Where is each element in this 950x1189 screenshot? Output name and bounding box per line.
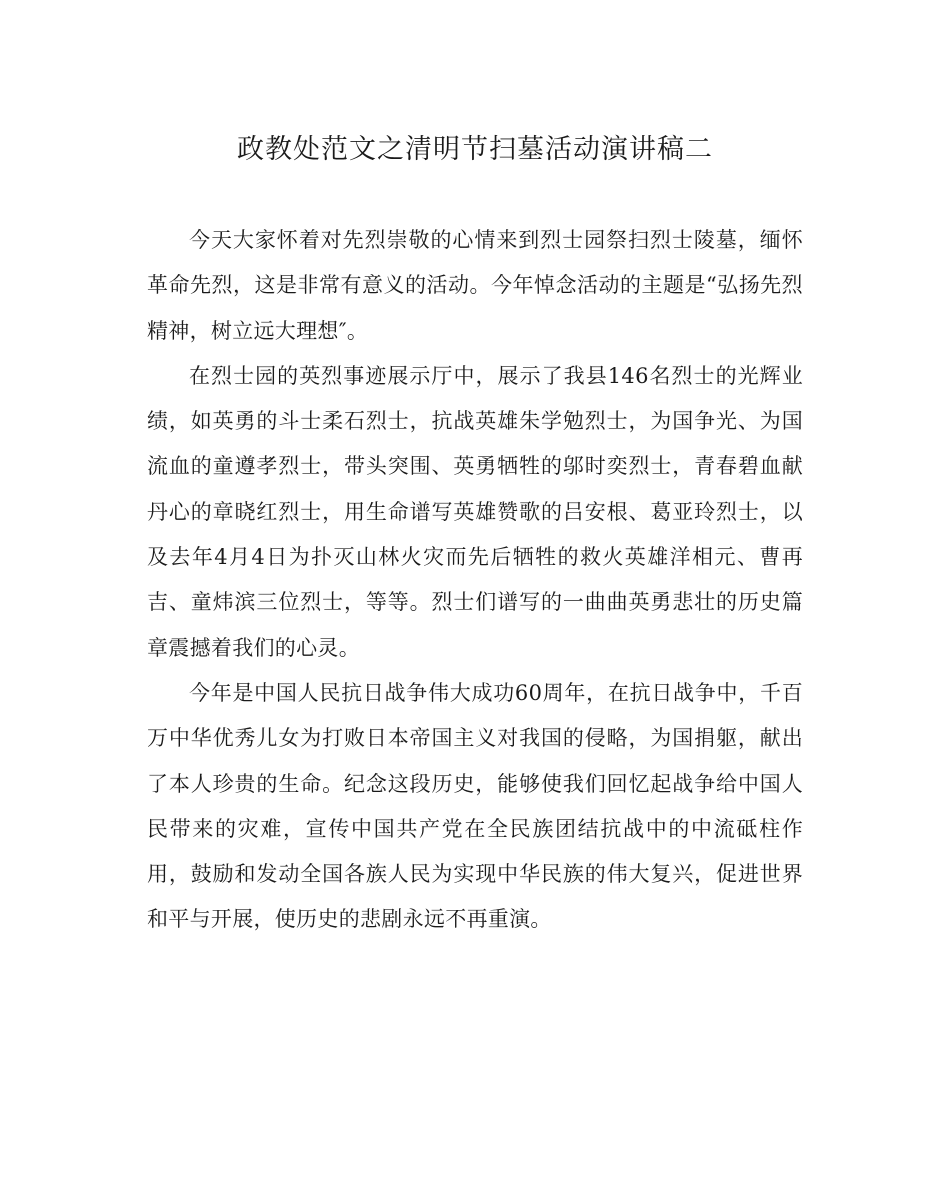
document-body <box>147 218 803 943</box>
paragraph-1: 今天大家怀着对先烈崇敬的心情来到烈士园祭扫烈士陵墓，缅怀革命先烈，这是非常有意义的活动。今年悼念活动的主题是“弘扬先烈精神，树立远大理想″。 <box>147 228 803 343</box>
document-title: 政教处范文之清明节扫墓活动演讲稿二 <box>237 134 713 165</box>
paragraph-3: 今年是中国人民抗日战争伟大成功60周年，在抗日战争中，千百万中华优秀儿女为打败日本帝国主义对我国的侵略，为国捐躯，献出了本人珍贵的生命。纪念这段历史，能够使我们回忆起战争给中国人民带来的灾难，宣传中国共产党在全民族团结抗战中的中流砥柱作用，鼓励和发动全国各族人民为实现中华民族的伟大复兴，促进世界和平与开展，使历史的悲剧永远不再重演。 <box>147 680 803 932</box>
paragraph-2: 在烈士园的英烈事迹展示厅中，展示了我县146名烈士的光辉业绩，如英勇的斗士柔石烈士，抗战英雄朱学勉烈士，为国争光、为国流血的童遵孝烈士，带头突围、英勇牺牲的邬时奕烈士，青春碧血献丹心的章晓红烈士，用生命谱写英雄赞歌的吕安根、葛亚玲烈士，以及去年4月4日为扑灭山林火灾而先后牺牲的救火英雄洋相元、曹再吉、童炜滨三位烈士，等等。烈士们谱写的一曲曲英勇悲壮的历史篇章震撼着我们的心灵。 <box>147 363 803 660</box>
